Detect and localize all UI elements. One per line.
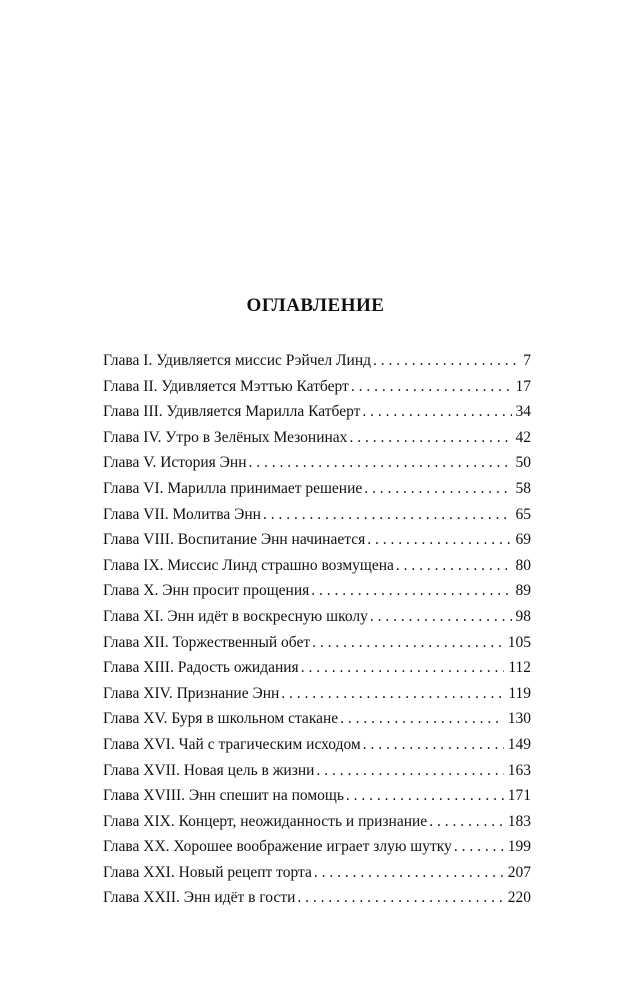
dot-leader	[362, 399, 511, 425]
toc-entry[interactable]	[103, 706, 531, 732]
toc-entry-page: 17	[515, 377, 531, 395]
toc-entry[interactable]	[103, 885, 531, 911]
toc-entry-page: 220	[507, 889, 531, 907]
toc-heading: ОГЛАВЛЕНИЕ	[246, 295, 385, 316]
toc-entry-title: Глава V. История Энн	[103, 454, 247, 472]
dot-leader	[340, 706, 504, 732]
dot-leader	[249, 450, 512, 476]
dot-leader	[346, 783, 504, 809]
dot-leader	[301, 655, 505, 681]
toc-entry[interactable]	[103, 732, 531, 758]
toc-entry-page: 7	[523, 352, 531, 369]
toc-entry-page: 65	[515, 505, 531, 523]
toc-entry-page: 183	[507, 812, 531, 830]
toc-entry-page: 119	[508, 684, 531, 702]
dot-leader	[297, 885, 503, 911]
toc-entry[interactable]	[103, 502, 531, 528]
toc-entry-title: Глава XIV. Признание Энн	[103, 684, 280, 702]
toc-entry-title: Глава VI. Марилла принимает решение	[103, 479, 363, 497]
toc-entry-page: 130	[507, 710, 531, 728]
toc-entry-page: 58	[515, 479, 531, 497]
toc-entry-title: Глава VIII. Воспитание Энн начинается	[103, 531, 366, 549]
toc-entry-title: Глава XIII. Радость ожидания	[103, 659, 299, 677]
dot-leader	[373, 348, 519, 374]
toc-list	[103, 348, 531, 911]
toc-entry[interactable]	[103, 527, 531, 553]
toc-entry[interactable]	[103, 374, 531, 400]
toc-entry-title: Глава IV. Утро в Зелёных Мезонинах	[103, 428, 348, 446]
dot-leader	[312, 630, 504, 656]
toc-entry-title: Глава IX. Миссис Линд страшно возмущена	[103, 556, 394, 574]
toc-entry-title: Глава XXII. Энн идёт в гости	[103, 889, 296, 907]
dot-leader	[316, 758, 503, 784]
toc-entry[interactable]	[103, 425, 531, 451]
toc-entry-title: Глава XX. Хорошее воображение играет злую шутку	[103, 838, 452, 856]
toc-entry[interactable]	[103, 476, 531, 502]
toc-entry-page: 199	[507, 838, 531, 856]
toc-entry-page: 34	[515, 403, 531, 421]
dot-leader	[429, 809, 504, 835]
toc-entry[interactable]	[103, 630, 531, 656]
toc-entry-page: 171	[507, 787, 531, 805]
toc-entry-title: Глава III. Удивляется Марилла Катберт	[103, 403, 361, 421]
toc-entry[interactable]	[103, 578, 531, 604]
dot-leader	[351, 374, 512, 400]
toc-entry-page: 105	[507, 633, 531, 651]
toc-entry-title: Глава X. Энн просит прощения	[103, 582, 310, 600]
toc-entry[interactable]	[103, 604, 531, 630]
dot-leader	[364, 476, 511, 502]
toc-entry[interactable]	[103, 399, 531, 425]
toc-entry-page: 149	[507, 735, 531, 753]
dot-leader	[311, 578, 511, 604]
toc-entry-title: Глава XVI. Чай с трагическим исходом	[103, 735, 361, 753]
dot-leader	[367, 527, 511, 553]
toc-entry-page: 80	[515, 556, 531, 574]
toc-entry[interactable]	[103, 450, 531, 476]
dot-leader	[314, 860, 504, 886]
dot-leader	[396, 553, 512, 579]
toc-entry-page: 98	[515, 607, 531, 625]
toc-entry-page: 112	[508, 659, 531, 677]
toc-entry-page: 50	[515, 454, 531, 472]
toc-entry[interactable]	[103, 809, 531, 835]
toc-entry[interactable]	[103, 783, 531, 809]
toc-entry[interactable]	[103, 758, 531, 784]
toc-entry-title: Глава I. Удивляется миссис Рэйчел Линд	[103, 352, 372, 369]
toc-entry[interactable]	[103, 860, 531, 886]
toc-entry-title: Глава VII. Молитва Энн	[103, 505, 261, 523]
toc-entry[interactable]	[103, 553, 531, 579]
toc-entry-title: Глава XV. Буря в школьном стакане	[103, 710, 339, 728]
toc-entry-title: Глава XVII. Новая цель в жизни	[103, 761, 315, 779]
toc-entry[interactable]	[103, 681, 531, 707]
toc-entry-title: Глава XXI. Новый рецепт торта	[103, 863, 312, 881]
toc-entry[interactable]	[103, 834, 531, 860]
toc-entry-title: Глава XI. Энн идёт в воскресную школу	[103, 607, 368, 625]
toc-entry[interactable]	[103, 655, 531, 681]
dot-leader	[370, 604, 512, 630]
toc-entry-page: 42	[515, 428, 531, 446]
toc-entry-title: Глава II. Удивляется Мэттью Катберт	[103, 377, 349, 395]
dot-leader	[263, 502, 512, 528]
toc-entry-page: 69	[515, 531, 531, 549]
toc-entry-title: Глава XVIII. Энн спешит на помощь	[103, 787, 344, 805]
toc-entry[interactable]	[103, 348, 531, 374]
toc-entry-page: 89	[515, 582, 531, 600]
toc-entry-title: Глава XIX. Концерт, неожиданность и признание	[103, 812, 428, 830]
toc-entry-page: 163	[507, 761, 531, 779]
dot-leader	[454, 834, 504, 860]
dot-leader	[281, 681, 504, 707]
dot-leader	[349, 425, 511, 451]
toc-entry-page: 207	[507, 863, 531, 881]
dot-leader	[363, 732, 504, 758]
toc-entry-title: Глава XII. Торжественный обет	[103, 633, 311, 651]
